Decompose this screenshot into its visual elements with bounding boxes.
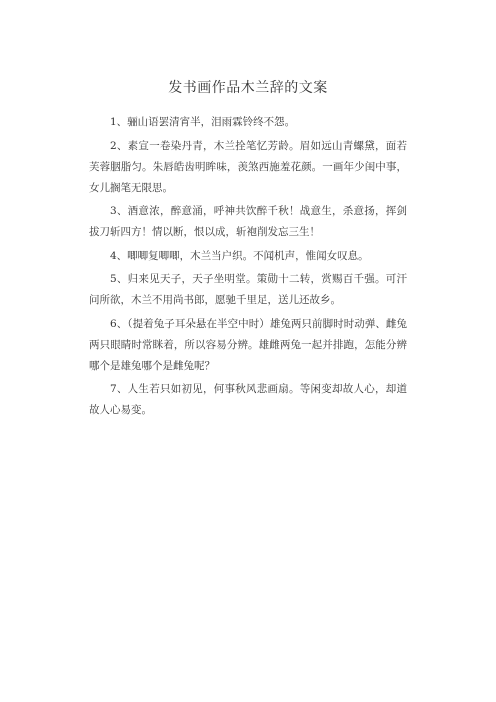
paragraph-7: 7、人生若只如初见，何事秋风悲画扇。等闲变却故人心，却道故人心易变。 (89, 383, 407, 416)
paragraph-6: 6、（提着兔子耳朵悬在半空中时）雄兔两只前脚时时动弹、雌兔两只眼睛时常眯着，所以容易分辨。雄雌两兔一起并排跑，怎能分辨哪个是雄兔哪个是雌兔呢？ (89, 317, 407, 372)
paragraph-4: 4、唧唧复唧唧，木兰当户织。不闻机声，惟闻女叹息。 (110, 249, 369, 262)
paragraph-3: 3、酒意浓，醉意涌，呼神共饮醉千秋！战意生，杀意扬，挥剑拔刀斩四方！情以断，恨以成，斩袍削发忘三生！ (89, 205, 407, 238)
paragraph-5: 5、归来见天子，天子坐明堂。策勋十二转，赏赐百千强。可汗问所欲，木兰不用尚书郎，愿驰千里足，送儿还故乡。 (89, 273, 407, 306)
document-body (89, 112, 407, 424)
paragraph-2: 2、素宣一卷染丹青，木兰拴笔忆芳龄。眉如远山青螺黛，面若芙蓉胭脂匀。朱唇皓齿明眸味，羡煞西施羞花颜。一画年少闺中事，女儿搁笔无限思。 (89, 139, 407, 194)
document-title: 发书画作品木兰辞的文案 (168, 80, 328, 96)
paragraph-1: 1、骊山语罢清宵半，泪雨霖铃终不怨。 (110, 116, 296, 128)
